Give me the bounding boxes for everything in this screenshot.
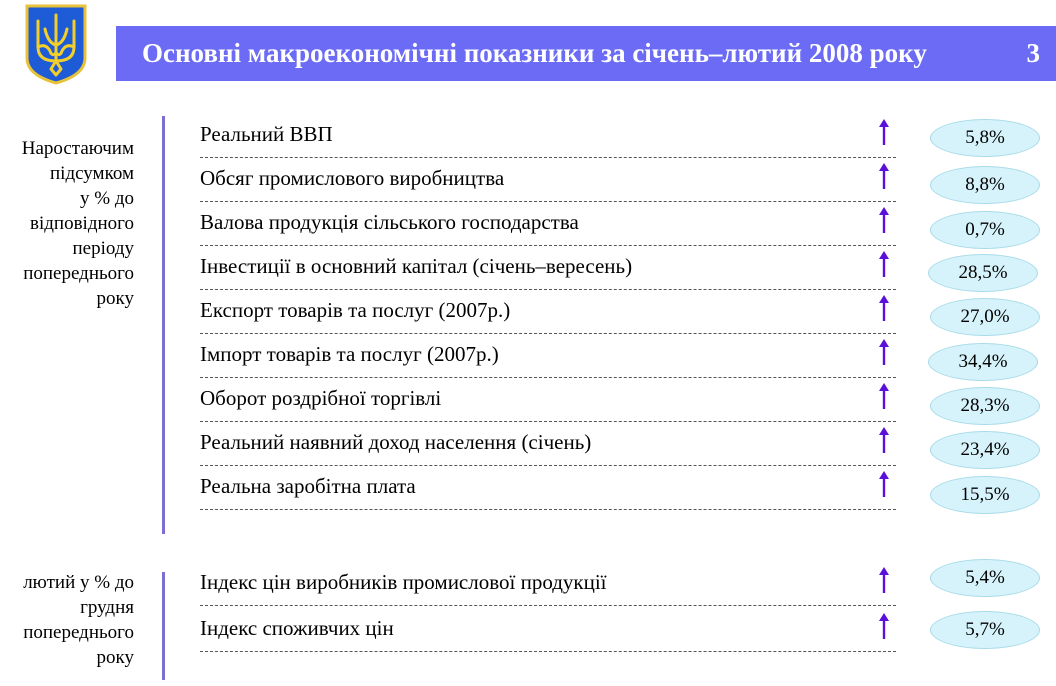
group1-label: [0, 136, 134, 311]
value-badge: 34,4%: [928, 343, 1038, 381]
row-divider: [200, 509, 896, 510]
indicator-label: Індекс цін виробників промислової продукції: [200, 570, 607, 594]
indicator-label: Реальна заробітна плата: [200, 474, 416, 498]
indicator-row: [200, 114, 896, 158]
indicator-label: Імпорт товарів та послуг (2007р.): [200, 342, 499, 366]
indicator-label: Обсяг промислового виробництва: [200, 166, 505, 190]
indicator-label: Реальний наявний доход населення (січень): [200, 430, 592, 454]
indicator-row: [200, 466, 896, 510]
group2-label-line: попереднього: [23, 622, 134, 643]
slide-number: 3: [1026, 38, 1040, 68]
arrow-up-icon: [878, 206, 890, 234]
indicator-label: Експорт товарів та послуг (2007р.): [200, 298, 511, 322]
arrow-up-icon: [878, 250, 890, 278]
indicator-row: [200, 562, 896, 606]
row-divider: [200, 651, 896, 652]
group1-label-line: підсумком: [50, 163, 134, 184]
group1-label-line: у % до: [80, 188, 134, 209]
indicator-row: [200, 608, 896, 652]
value-badge: 5,7%: [930, 611, 1040, 649]
group1-label-line: Наростаючим: [21, 138, 134, 159]
arrow-up-icon: [878, 612, 890, 640]
group1-label-line: попереднього: [23, 263, 134, 284]
group2-label-line: грудня: [80, 597, 134, 618]
group1-label-line: періоду: [72, 238, 134, 259]
indicator-row: [200, 158, 896, 202]
indicator-label: Інвестиції в основний капітал (січень–вересень): [200, 254, 633, 278]
group2-label: [0, 570, 134, 670]
indicator-label: Реальний ВВП: [200, 122, 333, 146]
group1-label-line: року: [96, 288, 134, 309]
arrow-up-icon: [878, 338, 890, 366]
value-badge: 15,5%: [930, 476, 1040, 514]
indicator-label: Оборот роздрібної торгівлі: [200, 386, 442, 410]
indicator-row: [200, 290, 896, 334]
trident-coat-of-arms-icon: [24, 3, 88, 85]
value-badge: 27,0%: [930, 298, 1040, 336]
arrow-up-icon: [878, 294, 890, 322]
value-badge: 8,8%: [930, 166, 1040, 204]
indicator-row: [200, 378, 896, 422]
value-badge: 0,7%: [930, 211, 1040, 249]
group2-label-line: року: [96, 647, 134, 668]
group1-divider: [162, 116, 165, 534]
group2-label-line: лютий у % до: [23, 572, 134, 593]
value-badge: 28,5%: [928, 254, 1038, 292]
value-badge: 5,8%: [930, 119, 1040, 157]
indicator-row: [200, 202, 896, 246]
indicator-row: [200, 246, 896, 290]
indicator-row: [200, 422, 896, 466]
arrow-up-icon: [878, 382, 890, 410]
title-bar: [116, 26, 1056, 81]
group2-divider: [162, 572, 165, 680]
arrow-up-icon: [878, 566, 890, 594]
indicator-row: [200, 334, 896, 378]
indicator-label: Валова продукція сільського господарства: [200, 210, 579, 234]
indicator-label: Індекс споживчих цін: [200, 616, 394, 640]
value-badge: 23,4%: [930, 431, 1040, 469]
page-title: Основні макроекономічні показники за січень–лютий 2008 року: [142, 38, 927, 68]
row-divider: [200, 605, 896, 606]
value-badge: 5,4%: [930, 559, 1040, 597]
arrow-up-icon: [878, 118, 890, 146]
arrow-up-icon: [878, 470, 890, 498]
arrow-up-icon: [878, 162, 890, 190]
arrow-up-icon: [878, 426, 890, 454]
value-badge: 28,3%: [930, 387, 1040, 425]
group1-label-line: відповідного: [30, 213, 134, 234]
